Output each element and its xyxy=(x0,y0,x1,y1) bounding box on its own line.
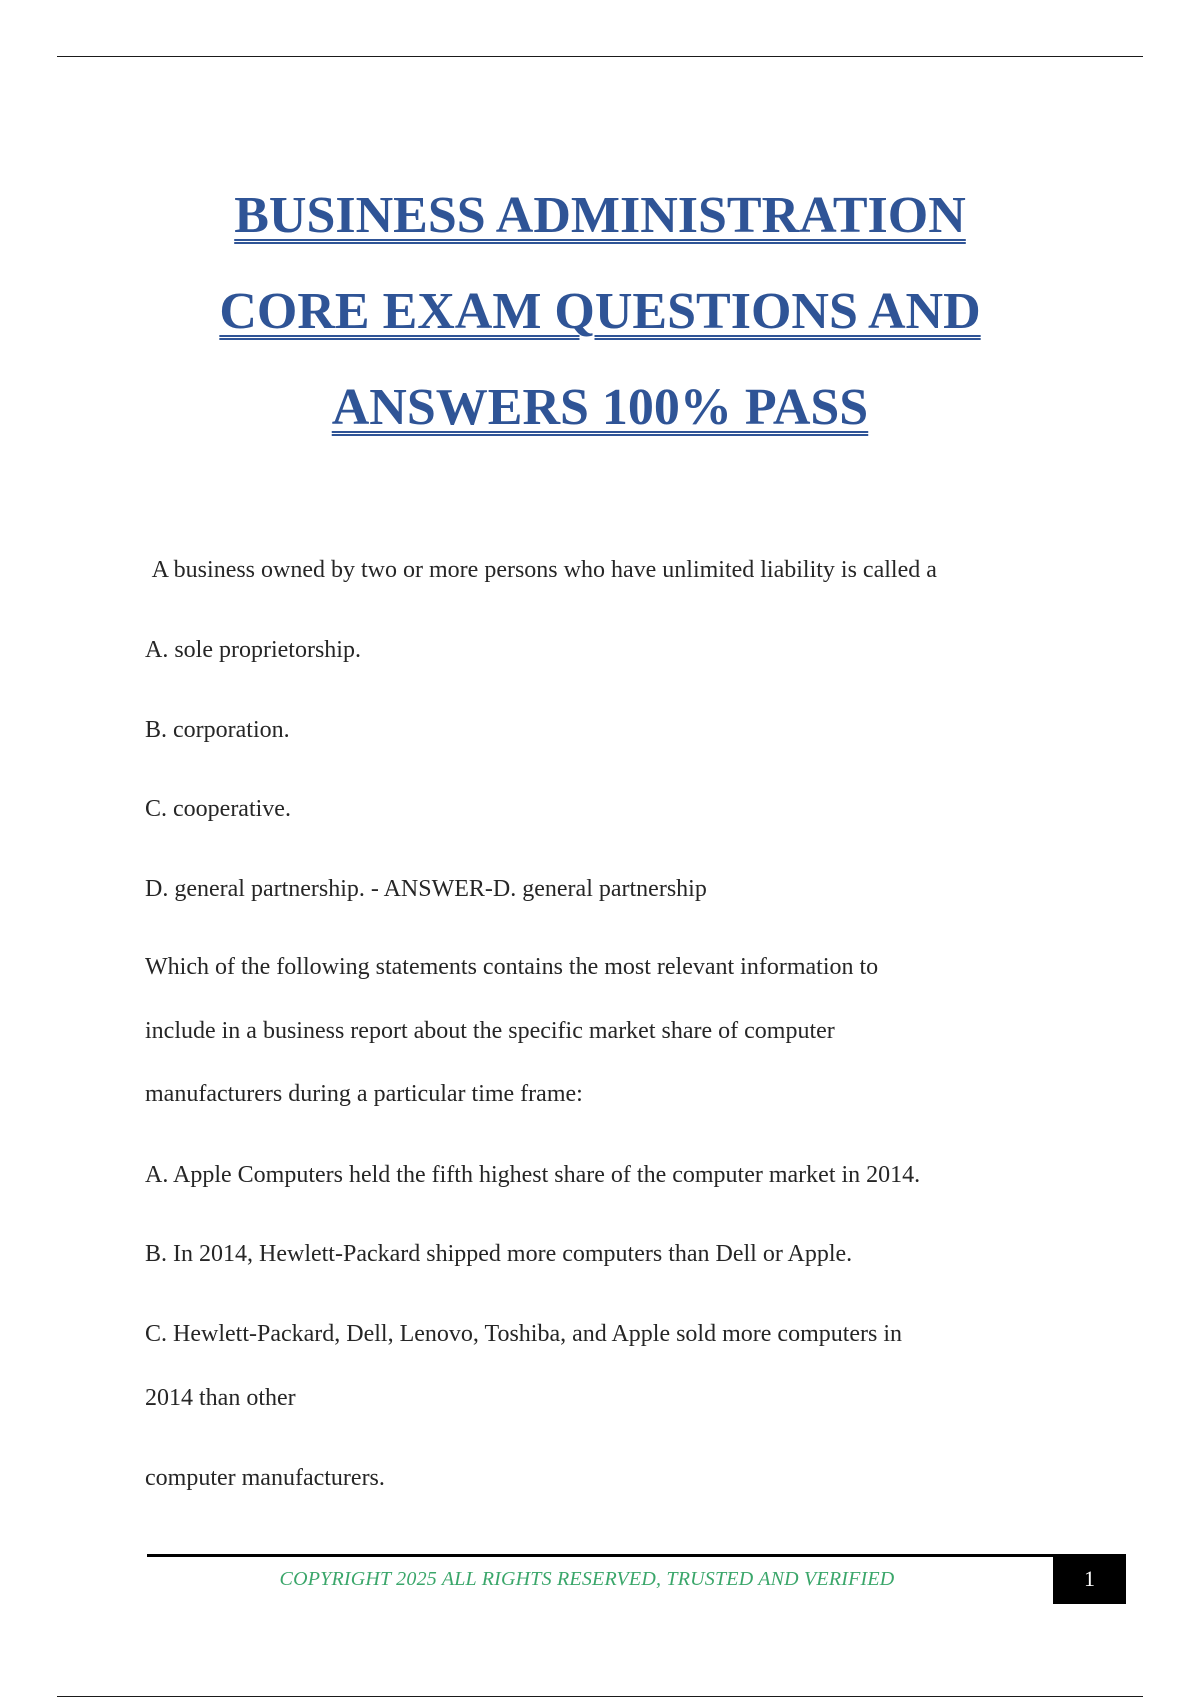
top-rule xyxy=(57,56,1143,57)
question-2-option-c: C. Hewlett-Packard, Dell, Lenovo, Toshiba, and Apple sold more computers in xyxy=(145,1321,903,1347)
question-2-text-line: Which of the following statements contains the most relevant information to xyxy=(145,954,879,980)
title-line: ANSWERS 100% PASS xyxy=(331,379,869,436)
page-number-box xyxy=(1053,1554,1126,1604)
footer-copyright: COPYRIGHT 2025 ALL RIGHTS RESERVED, TRUSTED AND VERIFIED xyxy=(279,1568,895,1590)
title-line: BUSINESS ADMINISTRATION xyxy=(234,187,966,244)
question-1-option-a: A. sole proprietorship. xyxy=(145,637,361,663)
question-2-option-b: B. In 2014, Hewlett-Packard shipped more computers than Dell or Apple. xyxy=(145,1241,853,1267)
question-2-option-c-continued: computer manufacturers. xyxy=(145,1465,385,1491)
question-1-text: A business owned by two or more persons who have unlimited liability is called a xyxy=(147,557,937,583)
question-1-option-c: C. cooperative. xyxy=(145,796,291,822)
title-line: CORE EXAM QUESTIONS AND xyxy=(219,283,981,340)
document-title xyxy=(0,168,1200,456)
question-2-text-line: manufacturers during a particular time frame: xyxy=(145,1081,583,1107)
question-2-option-c-continued: 2014 than other xyxy=(145,1385,296,1411)
bottom-rule xyxy=(57,1696,1143,1697)
question-1-option-b: B. corporation. xyxy=(145,717,290,743)
page-number: 1 xyxy=(1084,1566,1095,1591)
question-2-text-line: include in a business report about the specific market share of computer xyxy=(145,1018,835,1044)
footer-rule xyxy=(147,1554,1053,1557)
question-2-option-a: A. Apple Computers held the fifth highest share of the computer market in 2014. xyxy=(145,1162,921,1188)
question-1-option-d-answer: D. general partnership. - ANSWER-D. general partnership xyxy=(145,876,707,902)
